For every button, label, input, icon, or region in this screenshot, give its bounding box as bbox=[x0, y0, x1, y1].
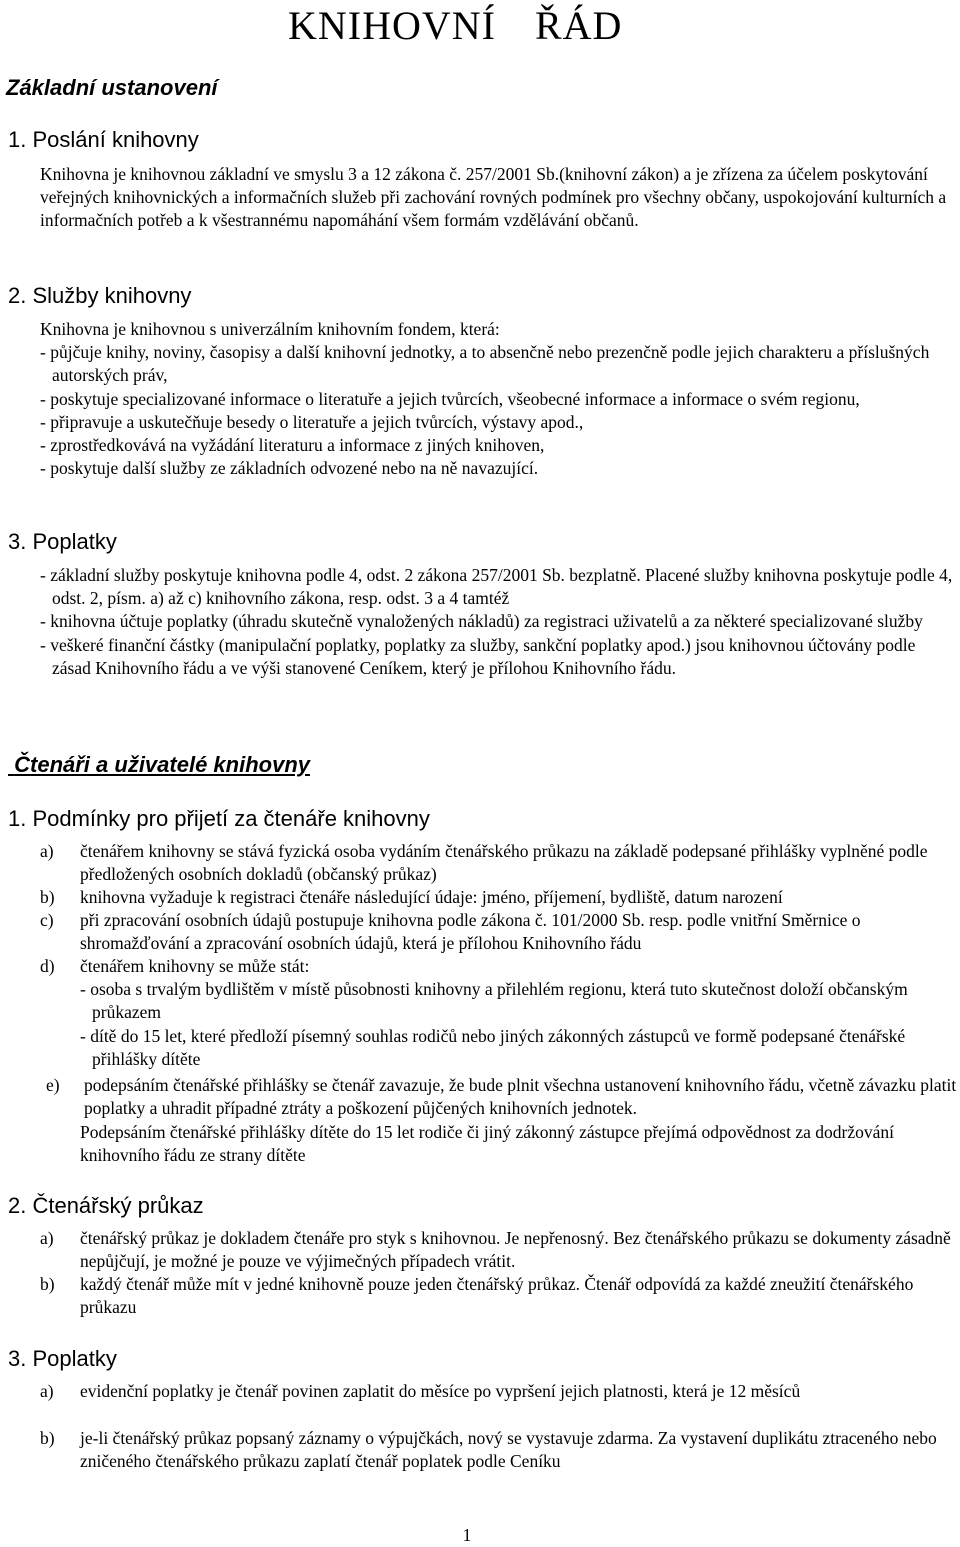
services-item: - připravuje a uskutečňuje besedy o literatuře a jejich tvůrcích, výstavy apod., bbox=[40, 411, 584, 432]
subsection-heading-services: 2. Služby knihovny bbox=[8, 283, 192, 308]
page-number: 1 bbox=[462, 1525, 472, 1545]
services-item: - poskytuje specializované informace o literatuře a jejich tvůrcích, všeobecné informace a informace o svém regionu, bbox=[40, 388, 860, 409]
card-item-b: b) každý čtenář může mít v jedné knihovně pouze jeden čtenářský průkaz. Čtenář odpovídá za každé zneužití čtenářského průkazu bbox=[40, 1274, 914, 1318]
subsection-heading-fees: 3. Poplatky bbox=[8, 529, 117, 554]
document-title: KNIHOVNÍ ŘÁD bbox=[288, 3, 623, 48]
services-item: - poskytuje další služby ze základních odvozené nebo na ně navazující. bbox=[40, 458, 539, 479]
subsection-heading-admission: 1. Podmínky pro přijetí za čtenáře knihovny bbox=[8, 806, 430, 831]
admission-item-b: b) knihovna vyžaduje k registraci čtenáře následující údaje: jméno, příjemení, bydliště, datum narození bbox=[40, 887, 783, 907]
fees-list bbox=[40, 564, 958, 680]
fees-item: - veškeré finanční částky (manipulační poplatky, poplatky za služby, sankční poplatky apod.) jsou knihovnou účtovány podle zásad Knihovního řádu a ve výši stanovené Ceníkem, který je přílohou Knihovního řádu. bbox=[40, 634, 916, 678]
subsection-heading-mission: 1. Poslání knihovny bbox=[8, 127, 199, 152]
admission-item-c: c) při zpracování osobních údajů postupuje knihovna podle zákona č. 101/2000 Sb. resp. podle vnitřní Směrnice o shromažďování a zpracování osobních údajů, která je přílohou Knihovního řádu bbox=[40, 910, 861, 954]
services-item: - půjčuje knihy, noviny, časopisy a další knihovní jednotky, a to absenčně nebo prezenčně podle jejich charakteru a příslušných autorských práv, bbox=[40, 342, 930, 386]
mission-text: Knihovna je knihovnou základní ve smyslu 3 a 12 zákona č. 257/2001 Sb.(knihovní zákon) a je zřízena za účelem poskytování veřejných knihovnických a informačních služeb při zachování rovných podmínek pro všechny občany, uspokojování kulturních a informačních potřeb a k všestrannému napomáhání všem formám vzdělávání občanů. bbox=[40, 164, 947, 231]
reader-fees-item-b: b) je-li čtenářský průkaz popsaný záznamy o výpujčkách, nový se vystavuje zdarma. Za vystavení duplikátu ztraceného nebo zničeného čtenářského průkazu zaplatí čtenář poplatek podle Ceníku bbox=[40, 1428, 937, 1472]
admission-item-e-child-note: Podepsáním čtenářské přihlášky dítěte do 15 let rodiče či jiný zákonný zástupce přejímá odpovědnost za dodržování knihovního řádu ze strany dítěte bbox=[80, 1122, 894, 1166]
admission-item-d: d) čtenářem knihovny se může stát: - osoba s trvalým bydlištěm v místě působnosti knihovny a přilehlém regionu, která tuto skutečnost doloží občanským průkazem - dítě do 15 let, které předloží písemný souhlas rodičů nebo jiných zákonných zástupců ve formě podepsané čtenářské přihlášky dítěte bbox=[40, 955, 958, 1075]
subsection-heading-reader-card: 2. Čtenářský průkaz bbox=[8, 1193, 204, 1218]
section-heading-basic: Základní ustanovení bbox=[6, 75, 218, 100]
admission-item-e: e) podepsáním čtenářské přihlášky se čtenář zavazuje, že bude plnit všechna ustanovení knihovního řádu, včetně závazku platit poplatky a uhradit případné ztráty a poškození půjčených knihovních jednotek. bbox=[46, 1075, 957, 1119]
admission-condition: - osoba s trvalým bydlištěm v místě působnosti knihovny a přilehlém regionu, která tuto skutečnost doloží občanským průkazem bbox=[80, 979, 908, 1023]
services-intro: Knihovna je knihovnou s univerzálním knihovním fondem, která: bbox=[40, 319, 500, 339]
card-item-a: a) čtenářský průkaz je dokladem čtenáře pro styk s knihovnou. Je nepřenosný. Bez čtenářského průkazu se dokumenty zásadně nepůjčují, je možné je pouze ve výjimečných případech vrátit. bbox=[40, 1228, 951, 1272]
fees-item: - základní služby poskytuje knihovna podle 4, odst. 2 zákona 257/2001 Sb. bezplatně. Placené služby knihovna poskytuje podle 4, odst. 2, písm. a) až c) knihovního zákona, resp. odst. 3 a 4 tamtéž bbox=[40, 565, 953, 609]
admission-condition: - dítě do 15 let, které předloží písemný souhlas rodičů nebo jiných zákonných zástupců ve formě podepsané čtenářské přihlášky dítěte bbox=[80, 1025, 906, 1069]
section-heading-readers: Čtenáři a uživatelé knihovny bbox=[14, 752, 310, 777]
fees-item: - knihovna účtuje poplatky (úhradu skutečně vynaložených nákladů) za registraci uživatelů a za některé specializované služby bbox=[40, 611, 923, 632]
reader-fees-item-a: a) evidenční poplatky je čtenář povinen zaplatit do měsíce po vypršení jejich platnosti, která je 12 měsíců bbox=[40, 1381, 801, 1401]
subsection-heading-reader-fees: 3. Poplatky bbox=[8, 1346, 117, 1371]
services-item: - zprostředkovává na vyžádání literaturu a informace z jiných knihoven, bbox=[40, 435, 545, 456]
admission-item-a: a) čtenářem knihovny se stává fyzická osoba vydáním čtenářského průkazu na základě podepsané přihlášky vyplněné podle předložených osobních dokladů (občanský průkaz) bbox=[40, 841, 928, 885]
services-list bbox=[40, 318, 958, 480]
